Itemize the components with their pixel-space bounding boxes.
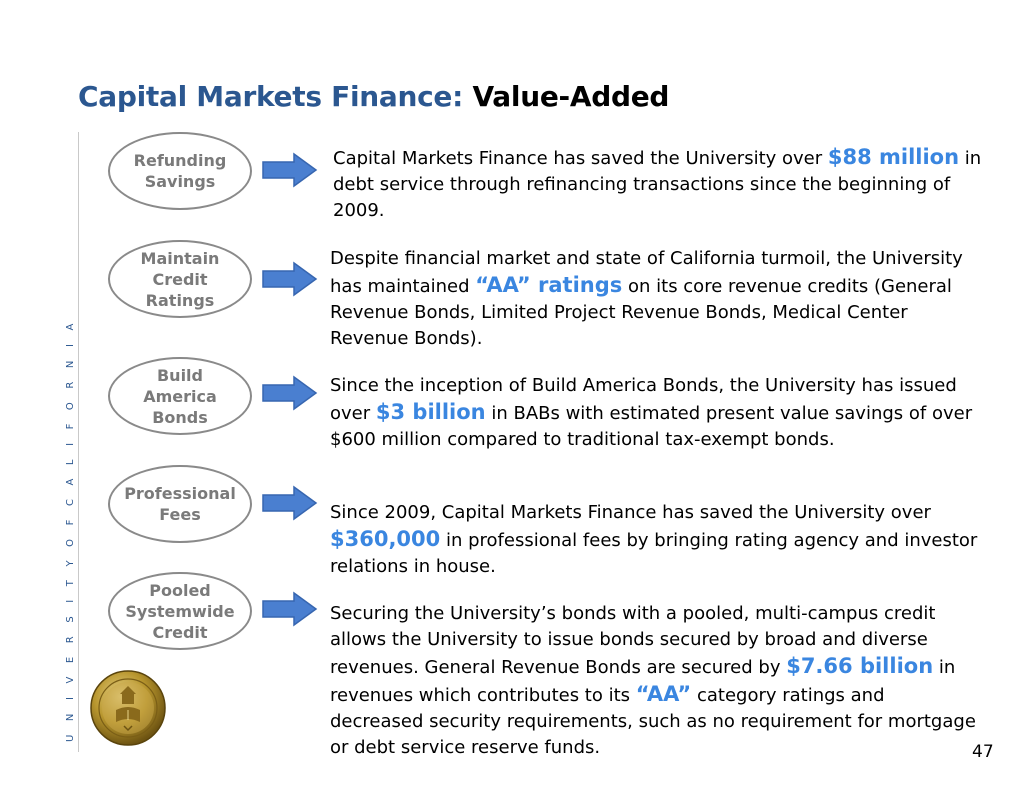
description-maintain-credit-ratings: Despite financial market and state of California turmoil, the University has maintained “AA” ratings on its core revenue credits (General Revenue Bonds, Limited Project Revenue Bonds, Medical Center Revenue Bonds).: [330, 248, 963, 349]
right-arrow-icon: [262, 261, 318, 297]
oval-label: Refunding Savings: [133, 151, 227, 191]
highlight-value: $3 billion: [375, 400, 486, 424]
highlight-value: $7.66 billion: [786, 654, 934, 678]
highlight-value: $88 million: [827, 145, 960, 169]
description-refunding-savings: Capital Markets Finance has saved the University over $88 million in debt service through refinancing transactions since the beginning of 2009.: [333, 145, 982, 221]
right-arrow-icon: [262, 591, 318, 627]
right-arrow-icon: [262, 375, 318, 411]
highlight-value: “AA”: [635, 682, 692, 706]
title-part-2: Value-Added: [472, 80, 670, 113]
description-professional-fees: Since 2009, Capital Markets Finance has saved the University over $360,000 in professional fees by bringing rating agency and investor relations in house.: [330, 502, 978, 577]
page-title: [78, 80, 669, 113]
oval-pooled-systemwide-credit: [108, 572, 252, 650]
description-build-america-bonds: Since the inception of Build America Bonds, the University has issued over $3 billion in BABs with estimated present value savings of over $600 million compared to traditional tax-exempt bonds.: [330, 375, 973, 450]
page-number: 47: [972, 742, 994, 762]
oval-refunding-savings: [108, 132, 252, 210]
oval-professional-fees: [108, 465, 252, 543]
title-part-1: Capital Markets Finance:: [78, 80, 464, 113]
oval-label: Build America Bonds: [143, 365, 217, 427]
highlight-value: “AA” ratings: [475, 273, 623, 297]
oval-build-america-bonds: [108, 357, 252, 435]
oval-label: Professional Fees: [124, 484, 236, 524]
university-of-california-wordmark: U N I V E R S I T Y O F C A L I F O R N I A: [65, 318, 76, 742]
right-arrow-icon: [262, 485, 318, 521]
oval-maintain-credit-ratings: [108, 240, 252, 318]
sidebar-divider: [78, 132, 79, 752]
oval-label: Maintain Credit Ratings: [140, 248, 220, 310]
description-pooled-systemwide-credit: Securing the University’s bonds with a pooled, multi-campus credit allows the University to issue bonds secured by broad and diverse revenues. General Revenue Bonds are secured by $7.66 billion in revenues which contributes to its “AA” category ratings and decreased security requirements, such as no requirement for mortgage or debt service reserve funds.: [330, 603, 976, 758]
highlight-value: $360,000: [330, 527, 441, 551]
right-arrow-icon: [262, 152, 318, 188]
oval-label: Pooled Systemwide Credit: [125, 580, 235, 642]
uc-seal-icon: [90, 670, 166, 746]
